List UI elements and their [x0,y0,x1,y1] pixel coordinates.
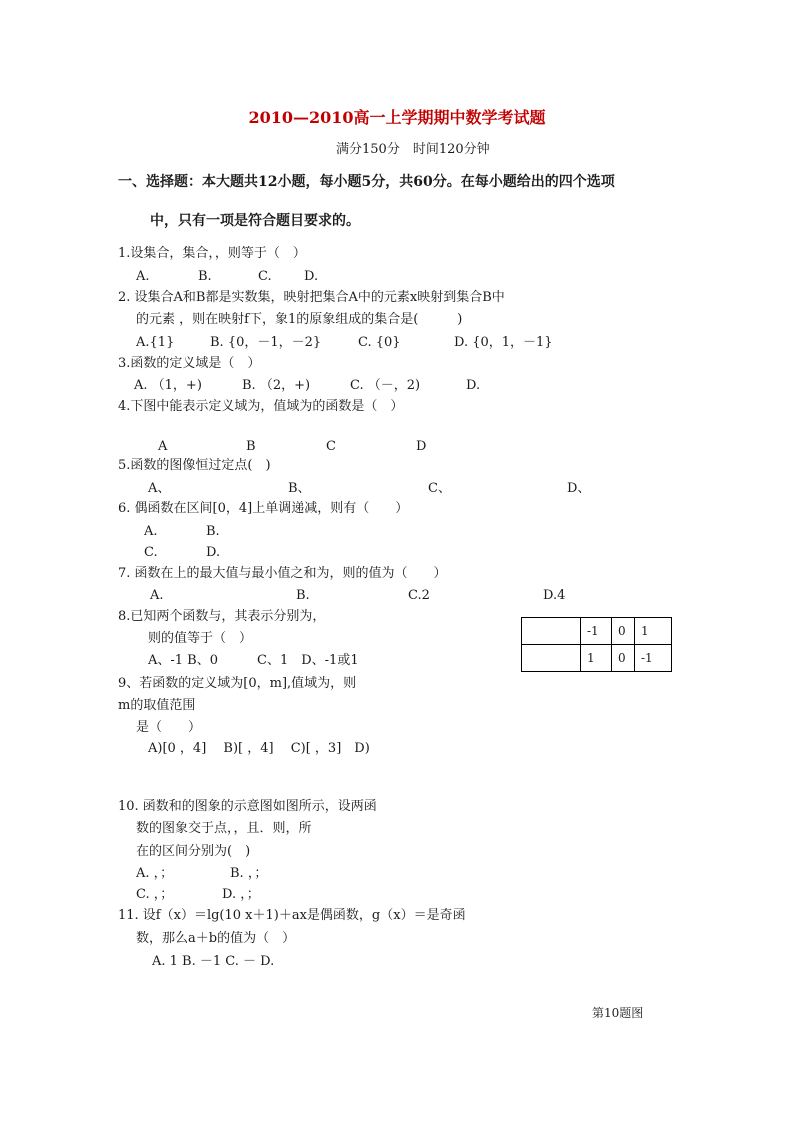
q6-option-a: A. [144,524,158,539]
q3-option-d: D. [466,378,481,393]
q2-option-a: A.{1} [136,335,175,350]
q8-value-table [521,617,672,672]
table-row [522,645,672,672]
q5-option-b: B、 [288,481,311,496]
q7-option-d: D.4 [543,588,566,603]
q4-label-b: B [246,439,256,454]
question-8: 8.已知两个函数与，其表示分别为， [118,609,326,624]
q2-option-c: C. {0} [358,335,401,350]
question-9: 9、若函数的定义域为[0，m],值域为，则 [118,676,357,691]
q11-options: A. 1 B. －1 C. － D. [152,954,275,969]
page-title: 2010—2010高一上学期期中数学考试题 [248,108,546,127]
q6-option-c: C. [144,545,158,560]
question-5: 5.函数的图像恒过定点( ) [118,458,271,473]
section-heading: 一、选择题：本大题共12小题，每小题5分，共60分。在每小题给出的四个选项 [118,174,615,190]
q1-option-a: A. [136,269,150,284]
q2-option-d: D. {0，1，－1} [454,335,553,350]
question-7: 7. 函数在上的最大值与最小值之和为，则的值为（ ） [118,566,447,581]
q10-option-a: A. ，； [136,866,174,881]
q4-label-a: A [158,439,168,454]
q10-option-d: D. ，； [222,887,260,902]
q7-option-c: C.2 [408,588,430,603]
q5-option-c: C、 [428,481,451,496]
table-cell: 1 [635,618,672,645]
q4-label-c: C [326,439,336,454]
q9-options: A)[0 ，4] B)[ ，4] C)[ ，3] D) [148,741,370,756]
q3-option-a: A. （1，+) [134,378,202,393]
question-2: 2. 设集合A和B都是实数集，映射把集合A中的元素x映射到集合B中 [118,290,505,305]
question-6: 6. 偶函数在区间[0，4]上单调递减，则有（ ） [118,501,409,516]
question-10-prompt: 在的区间分别为( ) [136,844,251,859]
question-3: 3.函数的定义域是（ ） [118,356,261,371]
q7-option-b: B. [296,588,310,603]
q3-option-b: B. （2，+) [242,378,311,393]
q7-option-a: A. [150,588,164,603]
table-cell: 0 [612,618,635,645]
section-heading-continued: 中，只有一项是符合题目要求的。 [150,213,360,229]
question-2-continued: 的元素 ，则在映射f下，象1的原象组成的集合是( ) [136,312,463,327]
q5-option-d: D、 [567,481,591,496]
q1-option-d: D. [304,269,319,284]
question-10-continued: 数的图象交于点，，且．则，所 [136,821,312,836]
question-1: 1.设集合，集合，，则等于（ ） [118,246,306,261]
q6-option-b: B. [206,524,220,539]
question-9-prompt: 是（ ） [136,720,202,735]
q8-options: A、-1 B、0 C、1 D、-1或1 [148,653,359,668]
q5-option-a: A、 [148,481,171,496]
q10-option-c: C. ，； [136,887,174,902]
table-cell: 0 [612,645,635,672]
table-cell [522,618,581,645]
question-4: 4.下图中能表示定义域为，值域为的函数是（ ） [118,399,404,414]
figure-caption: 第10题图 [592,1006,644,1020]
question-11-continued: 数，那么a＋b的值为（ ） [136,931,296,946]
q2-option-b: B. {0，－1，－2} [210,335,322,350]
exam-info: 满分150分 时间120分钟 [336,142,490,157]
table-cell: -1 [635,645,672,672]
q3-option-c: C. （－，2) [350,378,421,393]
q10-option-b: B. ，； [230,866,268,881]
question-10: 10. 函数和的图象的示意图如图所示，设两函 [118,799,377,814]
q1-option-b: B. [198,269,212,284]
q6-option-d: D. [206,545,221,560]
q1-option-c: C. [258,269,272,284]
question-8-continued: 则的值等于（ ） [148,631,253,646]
table-cell [522,645,581,672]
question-11: 11. 设f（x）＝lg(10 x＋1)＋ax是偶函数，g（x）＝是奇函 [118,908,466,923]
table-cell: -1 [581,618,612,645]
question-9-continued: m的取值范围 [118,698,196,713]
q4-label-d: D [416,439,427,454]
table-cell: 1 [581,645,612,672]
table-row [522,618,672,645]
